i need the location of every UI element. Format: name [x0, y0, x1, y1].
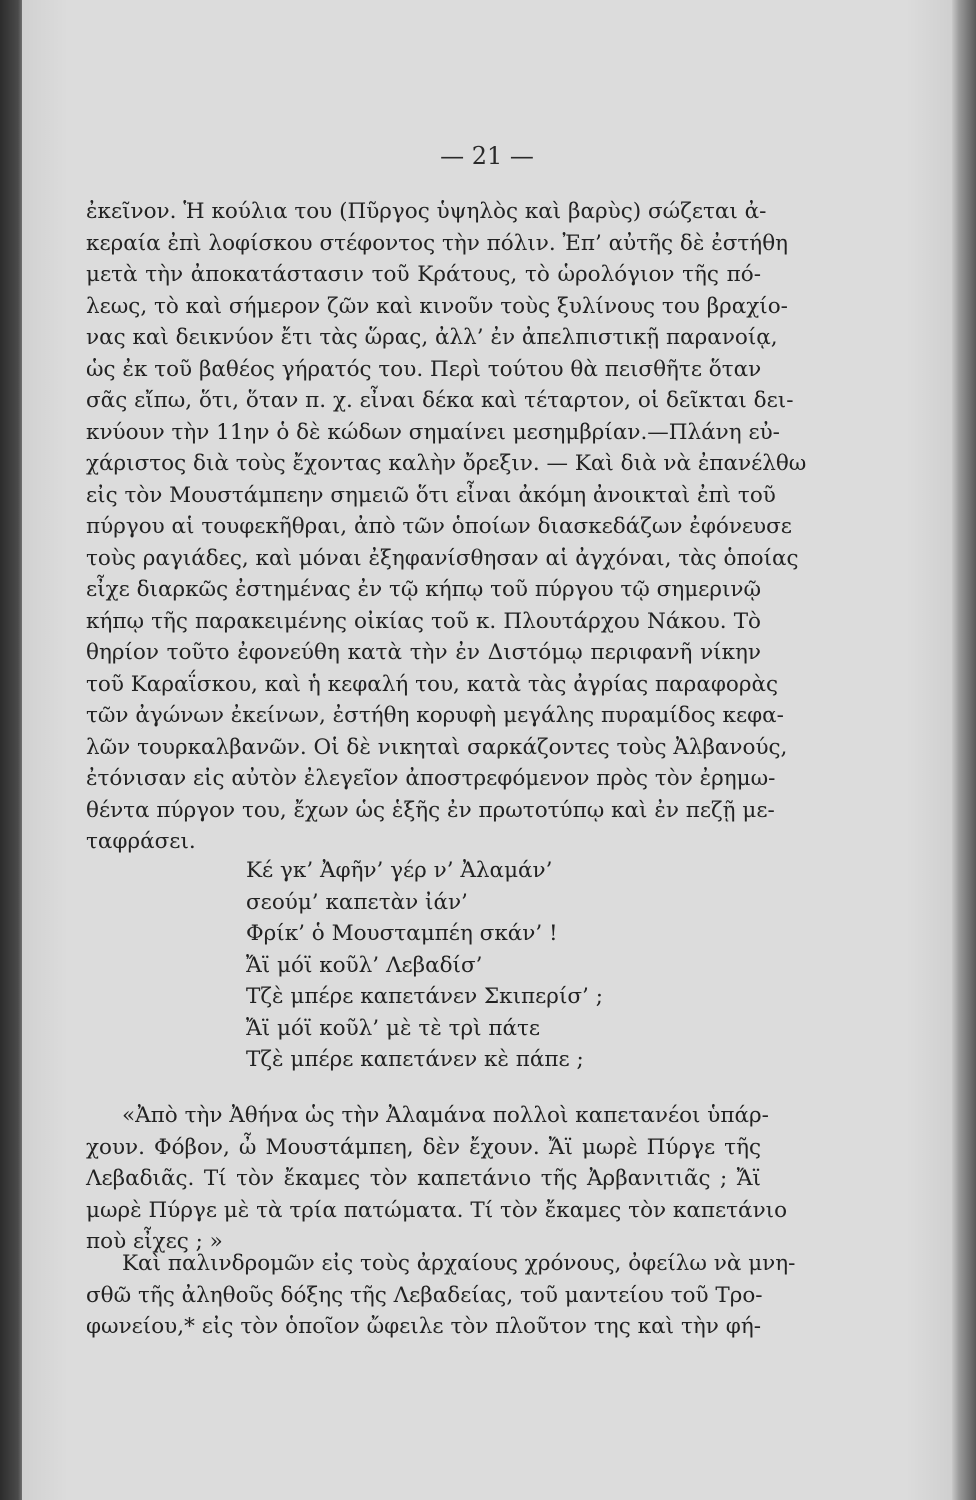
text-line: φωνείου,* εἰς τὸν ὁποῖον ὤφειλε τὸν πλοῦτον της καὶ τὴν φή-: [86, 1314, 761, 1339]
verse-line: Τζὲ μπέρε καπετάνεν κὲ πάπε ;: [246, 1047, 584, 1072]
text-line: Καὶ παλινδρομῶν εἰς τοὺς ἀρχαίους χρόνους, ὀφείλω νὰ μνη-: [122, 1251, 796, 1276]
text-line: τῶν ἀγώνων ἐκείνων, ἐστήθη κορυφὴ μεγάλης πυραμίδος κεφα-: [86, 703, 784, 728]
text-line: μωρὲ Πύργε μὲ τὰ τρία πατώματα. Τί τὸν ἔκαμες τὸν καπετάνιο: [86, 1197, 788, 1223]
text-line: ταφράσει.: [86, 829, 196, 854]
text-line: πύργου αἱ τουφεκῆθραι, ἀπὸ τῶν ὁποίων διασκεδάζων ἐφόνευσε: [86, 514, 792, 539]
text-line: κεραία ἐπὶ λοφίσκου στέφοντος τὴν πόλιν. Ἐπ’ αὐτῆς δὲ ἐστήθη: [86, 230, 789, 256]
text-line: λῶν τουρκαλβανῶν. Οἱ δὲ νικηταὶ σαρκάζοντες τοὺς Ἀλβανούς,: [86, 734, 788, 760]
verse-line: Τζὲ μπέρε καπετάνεν Σκιπερίσ’ ;: [246, 984, 603, 1009]
text-line: νας καὶ δεικνύον ἔτι τὰς ὥρας, ἀλλ’ ἐν ἀπελπιστικῇ παρανοίᾳ,: [86, 325, 778, 350]
text-line: σθῶ τῆς ἀληθοῦς δόξης τῆς Λεβαδείας, τοῦ μαντείου τοῦ Τρο-: [86, 1282, 763, 1308]
text-line: εἶχε διαρκῶς ἐστημένας ἐν τῷ κήπῳ τοῦ πύργου τῷ σημερινῷ: [86, 577, 761, 602]
text-line: ὡς ἐκ τοῦ βαθέος γήρατός του. Περὶ τούτου θὰ πεισθῆτε ὅταν: [86, 356, 762, 382]
text-line: κήπῳ τῆς παρακειμένης οἰκίας τοῦ κ. Πλουτάρχου Νάκου. Τὸ: [86, 608, 761, 634]
text-line: κνύουν τὴν 11ην ὁ δὲ κώδων σημαίνει μεσημβρίαν.—Πλάνη εὐ-: [86, 419, 780, 445]
text-line: θέντα πύργον του, ἔχων ὡς ἑξῆς ἐν πρωτοτύπῳ καὶ ἐν πεζῇ με-: [86, 797, 775, 823]
translation-quote: [86, 1100, 788, 1258]
text-line: ἐκεῖνον. Ἡ κούλια του (Πῦργος ὑψηλὸς καὶ βαρὺς) σώζεται ἀ-: [86, 199, 767, 224]
text-line: χουν. Φόβον, ὦ Μουστάμπεη, δὲν ἔχουν. Ἄϊ μωρὲ Πύργε τῆς: [86, 1134, 761, 1160]
verse-block: [246, 855, 603, 1076]
verse-line: Ἄϊ μόϊ κοῦλ’ μὲ τὲ τρὶ πάτε: [246, 1015, 541, 1041]
text-line: μετὰ τὴν ἀποκατάστασιν τοῦ Κράτους, τὸ ὡρολόγιον τῆς πό-: [86, 262, 761, 287]
text-line: θηρίον τοῦτο ἐφονεύθη κατὰ τὴν ἐν Διστόμῳ περιφανῆ νίκην: [86, 640, 761, 665]
text-line: «Ἀπὸ τὴν Ἀθήνα ὡς τὴν Ἀλαμάνα πολλοὶ καπετανέοι ὑπάρ-: [122, 1103, 769, 1128]
text-line: τοὺς ραγιάδες, καὶ μόναι ἐξηφανίσθησαν αἱ ἀγχόναι, τὰς ὁποίας: [86, 545, 799, 571]
verse-line: Ἄϊ μόϊ κοῦλ’ Λεβαδίσ’: [246, 952, 483, 978]
text-line: εἰς τὸν Μουστάμπεην σημειῶ ὅτι εἶναι ἀκόμη ἀνοικταὶ ἐπὶ τοῦ: [86, 482, 776, 508]
text-line: λεως, τὸ καὶ σήμερον ζῶν καὶ κινοῦν τοὺς ξυλίνους του βραχίο-: [86, 293, 788, 319]
text-line: τοῦ Καραΐσκου, καὶ ἡ κεφαλή του, κατὰ τὰς ἀγρίας παραφορὰς: [86, 671, 779, 697]
verse-line: σεούμ’ καπετὰν ἰάν’: [246, 889, 468, 915]
text-line: σᾶς εἴπω, ὅτι, ὅταν π. χ. εἶναι δέκα καὶ τέταρτον, οἱ δεῖκται δει-: [86, 388, 794, 413]
paragraph-2: [86, 1248, 796, 1343]
page-right-edge: [952, 0, 976, 1500]
text-line: χάριστος διὰ τοὺς ἔχοντας καλὴν ὄρεξιν. — Καὶ διὰ νὰ ἐπανέλθω: [86, 451, 807, 476]
text-line: ἐτόνισαν εἰς αὐτὸν ἐλεγεῖον ἀποστρεφόμενον πρὸς τὸν ἐρημω-: [86, 766, 776, 791]
page-number: — 21 —: [440, 142, 534, 170]
verse-line: Κέ γκ’ Ἀφῆν’ γέρ ν’ Ἀλαμάν’: [246, 858, 553, 883]
verse-line: Φρίκ’ ὁ Μουσταμπέη σκάν’ !: [246, 921, 558, 946]
text-line: Λεβαδιᾶς. Τί τὸν ἔκαμες τὸν καπετάνιο τῆς Ἀρβανιτιᾶς ; Ἄϊ: [86, 1166, 761, 1191]
paragraph-1: [86, 196, 807, 858]
text-line: ποὺ εἶχες ; »: [86, 1229, 223, 1254]
